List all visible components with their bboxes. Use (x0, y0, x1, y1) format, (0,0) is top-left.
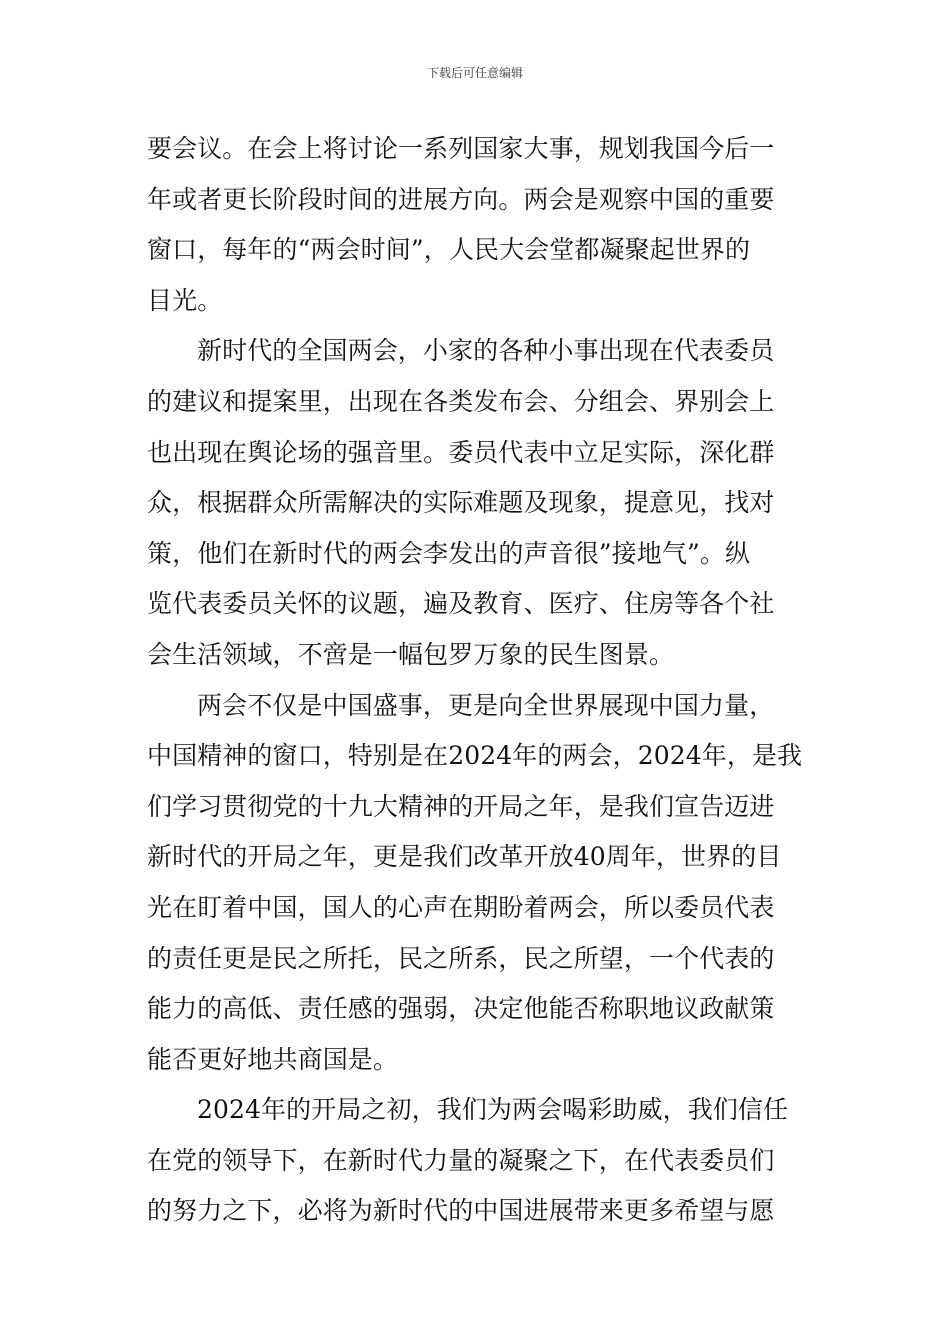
text-line: 能力的高低、责任感的强弱，决定他能否称职地议政献策 (147, 994, 775, 1024)
text-line: 在党的领导下，在新时代力量的凝聚之下，在代表委员们 (147, 1145, 775, 1175)
text-line: 众，根据群众所需解决的实际难题及现象，提意见，找对 (147, 488, 775, 518)
text-line: 的建议和提案里，出现在各类发布会、分组会、界别会上 (147, 386, 775, 416)
text-line: 策，他们在新时代的两会李发出的声音很”接地气”。纵 (147, 538, 751, 568)
text-line: 能否更好地共商国是。 (147, 1044, 399, 1074)
text-line: 中国精神的窗口，特别是在2024年的两会，2024年，是我 (147, 741, 803, 771)
paragraph-start-line: 两会不仅是中国盛事，更是向全世界展现中国力量， (197, 690, 775, 720)
text-line: 年或者更长阶段时间的进展方向。两会是观察中国的重要 (147, 184, 775, 214)
text-line: 也出现在舆论场的强音里。委员代表中立足实际，深化群 (147, 437, 775, 467)
document-body (147, 124, 809, 1237)
text-line: 们学习贯彻党的十九大精神的开局之年，是我们宣告迈进 (147, 791, 775, 821)
text-line: 新时代的开局之年，更是我们改革开放40周年，世界的目 (147, 842, 782, 872)
text-line: 览代表委员关怀的议题，遍及教育、医疗、住房等各个社 (147, 589, 775, 619)
text-line: 要会议。在会上将讨论一系列国家大事，规划我国今后一 (147, 134, 775, 163)
text-line: 窗口，每年的“两会时间”，人民大会堂都凝聚起世界的 (147, 235, 751, 265)
paragraph-start-line: 2024年的开局之初，我们为两会喝彩助威，我们信任 (197, 1095, 789, 1125)
text-line: 会生活领域，不啻是一幅包罗万象的民生图景。 (147, 639, 675, 669)
text-line: 目光。 (147, 285, 223, 315)
text-line: 光在盯着中国，国人的心声在期盼着两会，所以委员代表 (147, 892, 775, 922)
page-header: 下载后可任意编辑 (426, 66, 523, 80)
text-line: 的努力之下，必将为新时代的中国进展带来更多希望与愿 (147, 1196, 775, 1226)
paragraph-start-line: 新时代的全国两会，小家的各种小事出现在代表委员 (197, 336, 775, 366)
text-line: 的责任更是民之所托，民之所系，民之所望，一个代表的 (147, 943, 775, 973)
